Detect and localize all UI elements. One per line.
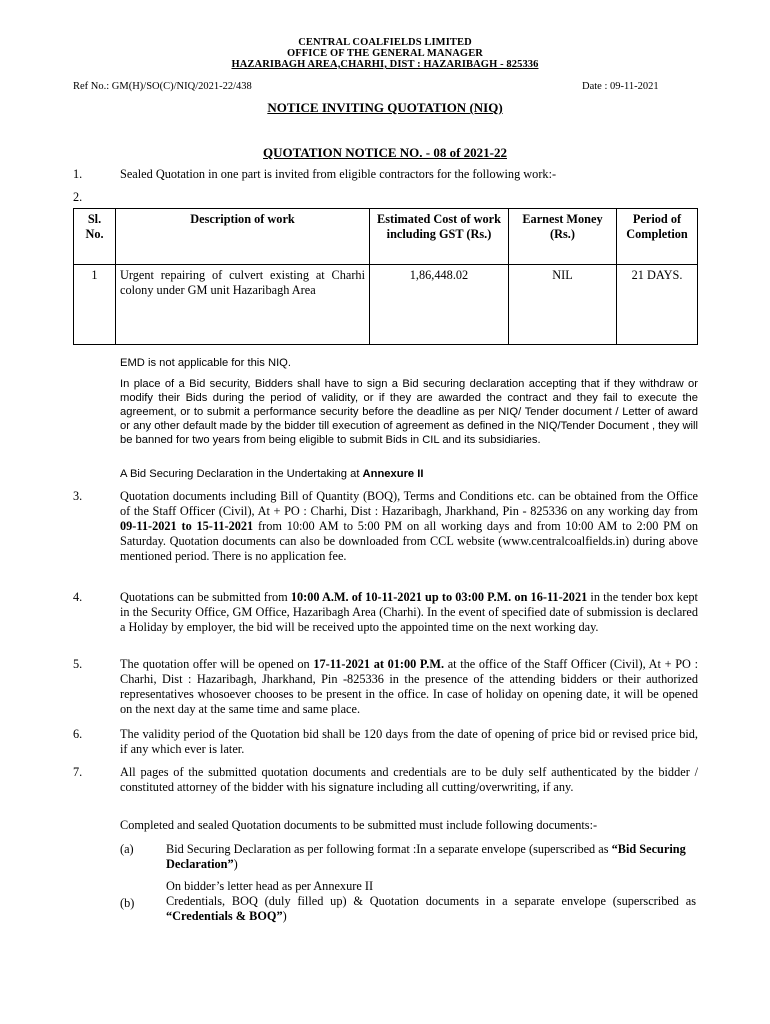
sub-item-b-end: ) (282, 909, 287, 923)
item-3-number: 3. (73, 489, 83, 503)
item-3-dates: 09-11-2021 to 15-11-2021 (120, 519, 254, 533)
header-earnest-money: Earnest Money (Rs.) (509, 209, 617, 265)
item-5-part-1: The quotation offer will be opened on (120, 657, 314, 671)
work-table (73, 208, 698, 345)
item-5-date: 17-11-2021 at 01:00 P.M. (313, 657, 445, 671)
header-estimated-cost: Estimated Cost of work including GST (Rs.) (370, 209, 509, 265)
cell-description: Urgent repairing of culvert existing at Charhi colony under GM unit Hazaribagh Area (116, 265, 370, 345)
area-address: HAZARIBAGH AREA,CHARHI, DIST : HAZARIBAGH - 825336 (231, 59, 539, 70)
item-4-dates: 10:00 A.M. of 10-11-2021 up to 03:00 P.M. on 16-11-2021 (290, 590, 588, 604)
annexure-line (120, 467, 700, 481)
item-4-part-2: in the tender box kept in the Security Office, GM Office, Hazaribagh Area (Charhi). In the event of specified date of submission is declared a Holiday by employer, the bid will be received upto the appointed time on the next working day. (120, 590, 698, 634)
item-7-text: All pages of the submitted quotation documents and credentials are to be duly self authenticated by the bidder / constituted attorney of the bidder with his signature including all cutting/overwriting, if any. (120, 765, 698, 794)
item-5-number: 5. (73, 657, 83, 671)
sub-item-b-label: (b) (120, 896, 135, 910)
item-3-part-1: Quotation documents including Bill of Quantity (BOQ), Terms and Conditions etc. can be obtained from the Office of the Staff Officer (Civil), At + PO : Charhi, Dist : Hazaribagh, Jharkhand, Pin - 825336 on any working day from (120, 489, 698, 518)
reference-number: Ref No.: GM(H)/SO(C)/NIQ/2021-22/438 (73, 81, 252, 92)
item-1-number: 1. (73, 167, 83, 181)
office-name: OFFICE OF THE GENERAL MANAGER (286, 48, 483, 59)
bid-security-paragraph: In place of a Bid security, Bidders shall have to sign a Bid securing declaration accepting that if they withdraw or modify their Bids during the period of validity, or if they are awarded the contract and they fail to execute the agreement, or to submit a performance security before the deadline as per NIQ/ Tender document / Letter of award or any other default made by the bidder till execution of agreement as defined in the NIQ/Tender Document , they will be banned for two years from being eligible to submit Bids in CIL and its subsidiaries. (120, 378, 698, 446)
item-6-number: 6. (73, 727, 83, 741)
sub-item-a-end: ) (233, 857, 238, 871)
item-2-number: 2. (73, 190, 83, 204)
cell-estimated-cost: 1,86,448.02 (370, 265, 509, 345)
item-3-part-2: from 10:00 AM to 5:00 PM on all working days and from 10:00 AM to 2:00 PM on Saturday. Quotation documents can also be downloaded from CCL website (www.centralcoalfields.in) during above mentioned period. There is no application fee. (120, 519, 699, 563)
item-6-text: The validity period of the Quotation bid shall be 120 days from the date of opening of price bid or revised price bid, if any which ever is later. (120, 727, 698, 756)
cell-period: 21 DAYS. (617, 265, 698, 345)
annexure-line-bold: Annexure II (362, 468, 424, 480)
cell-sl-no: 1 (74, 265, 116, 345)
notice-date: Date : 09-11-2021 (582, 81, 659, 92)
table-header-row (74, 209, 698, 265)
quotation-notice-number: QUOTATION NOTICE NO. - 08 of 2021-22 (263, 145, 507, 160)
header-description: Description of work (116, 209, 370, 265)
annexure-line-text: A Bid Securing Declaration in the Undertaking at (120, 468, 363, 480)
sub-item-a-label: (a) (120, 842, 134, 856)
item-4-text (120, 590, 698, 635)
item-1-text: Sealed Quotation in one part is invited from eligible contractors for the following work:- (120, 167, 557, 181)
sub-item-a-part-1: Bid Securing Declaration as per following format :In a separate envelope (superscribed as (166, 842, 612, 856)
item-5-text (120, 657, 698, 717)
notice-title: NOTICE INVITING QUOTATION (NIQ) (267, 100, 503, 115)
item-4-number: 4. (73, 590, 83, 604)
sub-item-b-preline: On bidder’s letter head as per Annexure II (166, 879, 374, 893)
item-4-part-1: Quotations can be submitted from (120, 590, 291, 604)
company-name: CENTRAL COALFIELDS LIMITED (298, 37, 472, 48)
cell-earnest-money: NIL (509, 265, 617, 345)
completed-documents-line: Completed and sealed Quotation documents to be submitted must include following documents:- (120, 818, 598, 832)
item-3-text (120, 489, 698, 564)
item-5-part-2: at the office of the Staff Officer (Civil), At + PO : Charhi, Dist : Hazaribagh, Jharkhand, Pin -825336 in the presence of the attending bidders or their authorized representatives whosoever chooses to be present in the office. In case of holiday on opening date, it will be opened on the next day at the same time and same place. (120, 657, 698, 716)
emd-note: EMD is not applicable for this NIQ. (120, 357, 291, 369)
sub-item-b-bold: “Credentials & BOQ” (166, 909, 283, 923)
sub-item-a-bold: “Bid Securing Declaration” (166, 842, 686, 871)
table-row (74, 265, 698, 345)
header-sl-no: Sl. No. (74, 209, 116, 265)
sub-item-a-text (166, 842, 696, 872)
item-7-number: 7. (73, 765, 83, 779)
sub-item-b-part-1: Credentials, BOQ (duly filled up) & Quotation documents in a separate envelope (superscribed as (166, 894, 696, 908)
sub-item-b-text (166, 894, 696, 924)
header-period: Period of Completion (617, 209, 698, 265)
